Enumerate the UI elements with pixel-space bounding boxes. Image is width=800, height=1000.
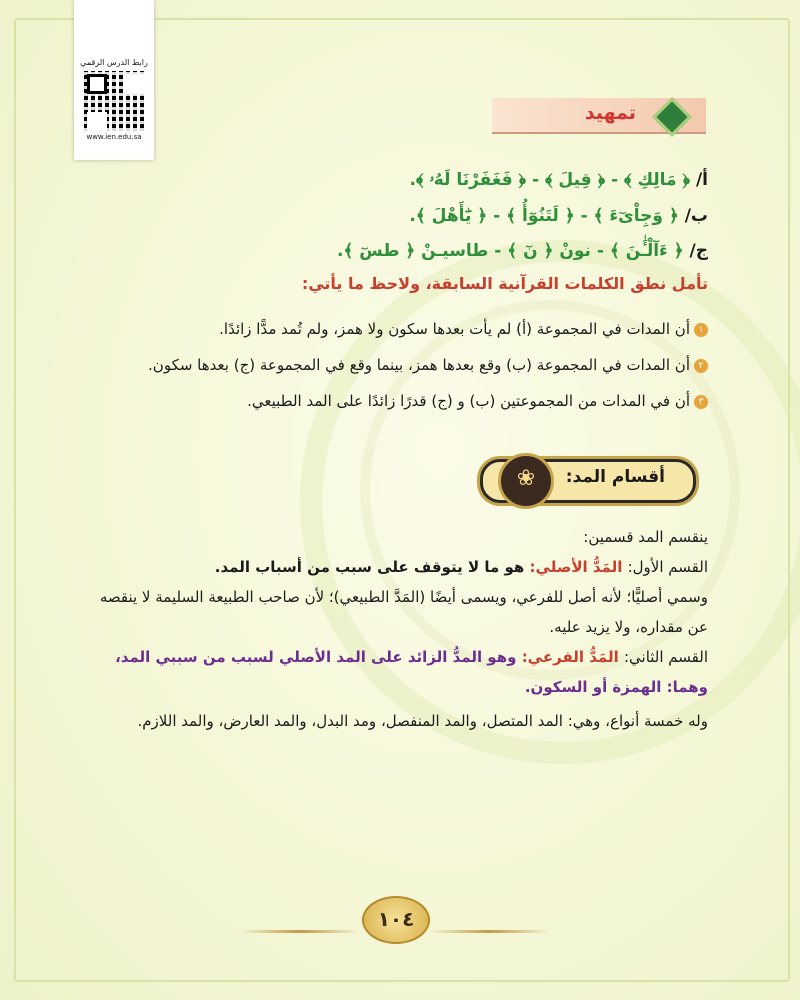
instruction-text: تأمل نطق الكلمات القرآنية السابقة، ولاحظ ما يأتي: bbox=[301, 274, 708, 293]
group-label: أ/ bbox=[695, 170, 708, 190]
group-label: ب/ bbox=[684, 206, 708, 226]
types-list: وله خمسة أنواع، وهي: المد المتصل، والمد المنفصل، ومد البدل، والمد العارض، والمد اللازم. bbox=[137, 712, 708, 730]
point-1 bbox=[88, 320, 708, 338]
instruction bbox=[88, 274, 708, 293]
point-number: ١ bbox=[694, 323, 708, 337]
section-title: تمهيد bbox=[584, 102, 636, 124]
qr-card[interactable] bbox=[74, 0, 154, 160]
flower-icon: ❀ bbox=[498, 453, 554, 509]
group-b bbox=[88, 205, 708, 226]
right-flourish bbox=[430, 930, 550, 933]
group-words: ﴿ ءَآلْـَٰٔنَ ﴾ - نونْ ﴿ نٓ ﴾ - طاسيـنْ ﴿ طسٓ ﴾. bbox=[336, 241, 684, 261]
group-words: ﴿ مَالِكِ ﴾ - ﴿ قِيلَ ﴾ - ﴿ فَغَفَرْنَا لَهُۥ ﴾. bbox=[409, 170, 691, 190]
first-term: المَدُّ الأصلي: bbox=[529, 558, 623, 576]
point-2 bbox=[88, 356, 708, 374]
qr-url[interactable]: www.ien.edu.sa bbox=[86, 133, 142, 141]
qr-code-icon[interactable] bbox=[84, 71, 144, 131]
group-label: ج/ bbox=[689, 241, 708, 261]
point-3 bbox=[88, 392, 708, 410]
point-text: أن في المدات من المجموعتين (ب) و (ج) قدرًا زائدًا على المد الطبيعي. bbox=[247, 392, 690, 410]
body-section bbox=[88, 522, 708, 736]
point-number: ٢ bbox=[694, 359, 708, 373]
page-number: ١٠٤ bbox=[362, 896, 430, 944]
second-label: القسم الثاني: bbox=[623, 648, 708, 666]
first-definition: هو ما لا يتوقف على سبب من أسباب المد. bbox=[214, 558, 525, 576]
first-explanation: وسمي أصليًّا؛ لأنه أصل للفرعي، ويسمى أيضًا (المَدَّ الطبيعي)؛ لأن صاحب الطبيعة السليمة لا ينقصه عن مقداره، ولا يزيد عليه. bbox=[99, 588, 708, 636]
point-number: ٣ bbox=[694, 395, 708, 409]
group-c bbox=[88, 240, 708, 261]
first-label: القسم الأول: bbox=[627, 558, 708, 576]
qr-title: رابط الدرس الرقمي bbox=[80, 58, 148, 67]
group-a bbox=[88, 170, 708, 190]
second-term: المَدُّ الفرعي: bbox=[521, 648, 619, 666]
point-text: أن المدات في المجموعة (أ) لم يأت بعدها سكون ولا همز، ولم تُمد مدًّا زائدًا. bbox=[219, 320, 690, 338]
aqsam-title: أقسام المد: bbox=[565, 467, 665, 487]
group-words: ﴿ وَجِاْىٓءَ ﴾ - ﴿ لَتَنُوٓأُ ﴾ - ﴿ يَٰٓأَهْلَ ﴾. bbox=[409, 206, 679, 226]
left-flourish bbox=[240, 930, 360, 933]
body-intro: ينقسم المد قسمين: bbox=[583, 528, 708, 546]
point-text: أن المدات في المجموعة (ب) وقع بعدها همز، بينما وقع في المجموعة (ج) بعدها سكون. bbox=[148, 356, 690, 374]
aqsam-header bbox=[480, 455, 705, 501]
second-definition: وهو المدُّ الزائد على المد الأصلي لسبب من سببي المد، وهما: الهمزة أو السكون. bbox=[115, 648, 708, 696]
